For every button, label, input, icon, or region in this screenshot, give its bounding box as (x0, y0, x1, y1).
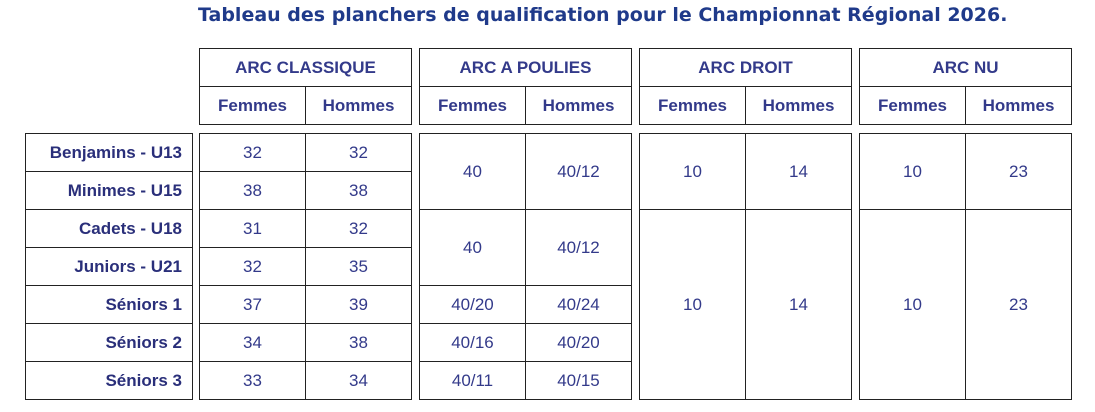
row-label-minimes: Minimes - U15 (25, 171, 193, 210)
poulies-hommes-cad-jun: 40/12 (525, 209, 632, 286)
classique-hommes-minimes: 38 (305, 171, 412, 210)
classique-hommes-seniors-1: 39 (305, 285, 412, 324)
subheader-poulies-femmes: Femmes (419, 86, 526, 125)
poulies-hommes-benj-min: 40/12 (525, 133, 632, 210)
subheader-classique-femmes: Femmes (199, 86, 306, 125)
classique-hommes-juniors: 35 (305, 247, 412, 286)
droit-hommes-others: 14 (745, 209, 852, 400)
classique-hommes-seniors-2: 38 (305, 323, 412, 362)
poulies-femmes-benj-min: 40 (419, 133, 526, 210)
group-header-arc-droit: ARC DROIT (639, 48, 852, 87)
nu-femmes-benj-min: 10 (859, 133, 966, 210)
row-label-seniors-2: Séniors 2 (25, 323, 193, 362)
poulies-femmes-cad-jun: 40 (419, 209, 526, 286)
poulies-hommes-seniors-2: 40/20 (525, 323, 632, 362)
classique-hommes-benjamins: 32 (305, 133, 412, 172)
group-header-arc-classique: ARC CLASSIQUE (199, 48, 412, 87)
subheader-droit-femmes: Femmes (639, 86, 746, 125)
row-label-seniors-3: Séniors 3 (25, 361, 193, 400)
nu-hommes-others: 23 (965, 209, 1072, 400)
subheader-nu-femmes: Femmes (859, 86, 966, 125)
row-label-juniors: Juniors - U21 (25, 247, 193, 286)
poulies-hommes-seniors-3: 40/15 (525, 361, 632, 400)
subheader-droit-hommes: Hommes (745, 86, 852, 125)
subheader-classique-hommes: Hommes (305, 86, 412, 125)
classique-femmes-benjamins: 32 (199, 133, 306, 172)
classique-hommes-cadets: 32 (305, 209, 412, 248)
classique-femmes-seniors-1: 37 (199, 285, 306, 324)
group-header-arc-nu: ARC NU (859, 48, 1072, 87)
classique-femmes-minimes: 38 (199, 171, 306, 210)
classique-femmes-juniors: 32 (199, 247, 306, 286)
classique-femmes-seniors-2: 34 (199, 323, 306, 362)
row-label-seniors-1: Séniors 1 (25, 285, 193, 324)
row-label-benjamins: Benjamins - U13 (25, 133, 193, 172)
subheader-nu-hommes: Hommes (965, 86, 1072, 125)
droit-hommes-benj-min: 14 (745, 133, 852, 210)
subheader-poulies-hommes: Hommes (525, 86, 632, 125)
nu-hommes-benj-min: 23 (965, 133, 1072, 210)
poulies-femmes-seniors-1: 40/20 (419, 285, 526, 324)
classique-femmes-seniors-3: 33 (199, 361, 306, 400)
page-title: Tableau des planchers de qualification pour le Championnat Régional 2026. (198, 4, 1008, 26)
droit-femmes-others: 10 (639, 209, 746, 400)
droit-femmes-benj-min: 10 (639, 133, 746, 210)
nu-femmes-others: 10 (859, 209, 966, 400)
poulies-femmes-seniors-3: 40/11 (419, 361, 526, 400)
row-label-cadets: Cadets - U18 (25, 209, 193, 248)
group-header-arc-a-poulies: ARC A POULIES (419, 48, 632, 87)
poulies-hommes-seniors-1: 40/24 (525, 285, 632, 324)
poulies-femmes-seniors-2: 40/16 (419, 323, 526, 362)
classique-hommes-seniors-3: 34 (305, 361, 412, 400)
classique-femmes-cadets: 31 (199, 209, 306, 248)
